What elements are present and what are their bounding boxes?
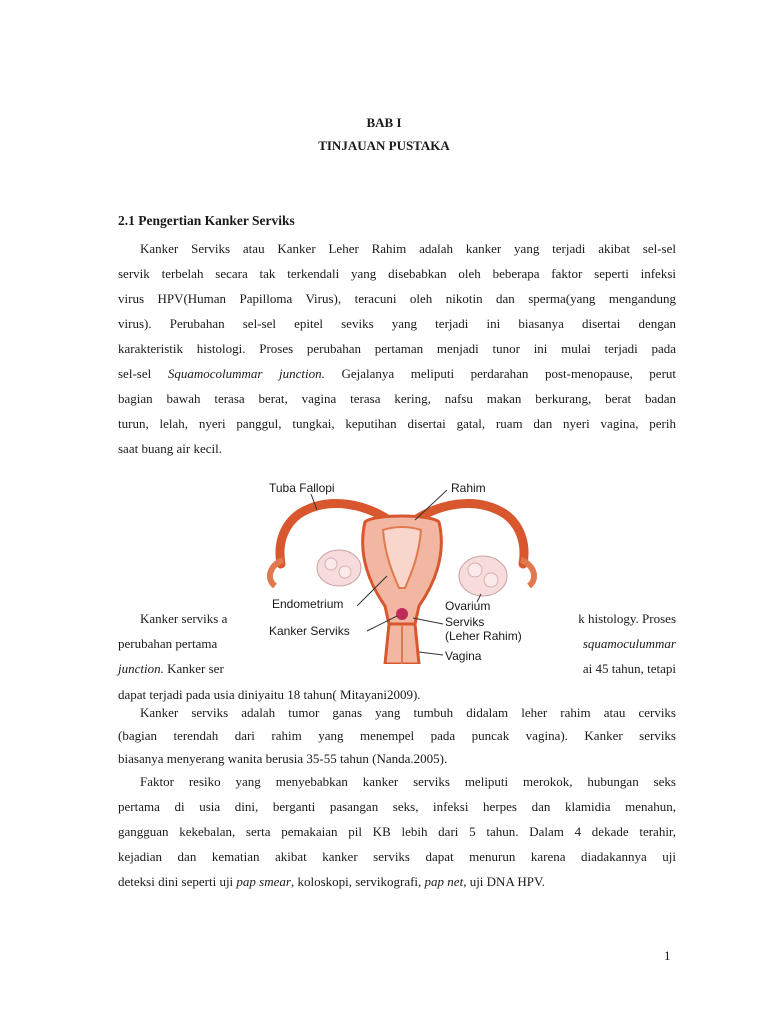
text-run: Kanker ser (163, 661, 224, 676)
text-line: gangguan kekebalan, serta pemakaian pil KB lebih dari 5 tahun. Dalam 4 dekade terahir, (118, 824, 676, 839)
text-line: servik terbelah secara tak terkendali yang disebabkan oleh beberapa faktor seperti infeksi (118, 266, 676, 281)
chapter-label: BAB I (366, 115, 402, 130)
uterus-illustration (247, 456, 557, 664)
text-run: deteksi dini seperti uji (118, 874, 237, 889)
text-line: dapat terjadi pada usia diniyaitu 18 tahun( Mitayani2009). (118, 687, 421, 702)
page-number: 1 (664, 948, 671, 963)
text-line: virus). Perubahan sel-sel epitel seviks yang terjadi ini biasanya disertai dengan (118, 316, 676, 331)
text-line (118, 869, 676, 894)
section-title: 2.1 Pengertian Kanker Serviks (118, 213, 295, 228)
chapter-title: TINJAUAN PUSTAKA (318, 138, 450, 153)
label-rahim: Rahim (451, 481, 486, 495)
paragraph-1 (118, 236, 676, 461)
label-endometrium: Endometrium (272, 597, 344, 611)
label-tuba-fallopi: Tuba Fallopi (269, 481, 335, 495)
label-serviks: Serviks (445, 615, 485, 629)
text-line: Kanker Serviks atau Kanker Leher Rahim adalah kanker yang terjadi akibat sel-sel (140, 241, 676, 256)
label-kanker-serviks: Kanker Serviks (269, 624, 350, 638)
text-line: virus HPV(Human Papilloma Virus), teracuni oleh nikotin dan sperma(yang mengandung (118, 291, 676, 306)
italic-term: pap net (424, 874, 464, 889)
text-run: Kanker serviks a (140, 611, 228, 626)
text-line: biasanya menyerang wanita berusia 35-55 tahun (Nanda.2005). (118, 751, 448, 766)
uterus-anatomy-figure (247, 456, 557, 664)
italic-term: Squamocolummar junction. (167, 366, 325, 381)
text-line: Faktor resiko yang menyebabkan kanker serviks meliputi merokok, hubungan seks (140, 774, 676, 789)
text-line: Kanker serviks adalah tumor ganas yang tumbuh didalam leher rahim atau cerviks (140, 705, 676, 720)
text-line: karakteristik histologi. Proses perubahan pertaman menjadi tunor ini mulai terjadi pada (118, 341, 676, 356)
italic-term: junction. (118, 661, 164, 676)
text-run: perubahan pertama (118, 636, 218, 651)
text-run: ai 45 tahun, tetapi (582, 661, 676, 676)
text-line (118, 361, 676, 386)
italic-term: pap smear (236, 874, 291, 889)
text-line: turun, lelah, nyeri panggul, tungkai, keputihan disertai gatal, ruam dan nyeri vagina, perih (118, 416, 676, 431)
text-line: pertama di usia dini, berganti pasangan seks, infeksi herpes dan klamidia menahun, (118, 799, 676, 814)
paragraph-3 (118, 702, 676, 769)
label-leher-rahim: (Leher Rahim) (445, 629, 522, 643)
italic-term: squamoculummar (582, 636, 676, 651)
text-run: Gejalanya meliputi perdarahan post-menopause, perut (324, 366, 677, 381)
text-line: kejadian dan kematian akibat kanker serviks dapat menurun karena diadakannya uji (118, 849, 676, 864)
label-vagina: Vagina (445, 649, 482, 663)
text-run: , uji DNA HPV. (463, 874, 545, 889)
paragraph-4 (118, 769, 676, 894)
text-line: (bagian terendah dari rahim yang menempel pada puncak vagina). Kanker serviks (118, 728, 676, 743)
label-ovarium: Ovarium (445, 599, 491, 613)
text-run: sel-sel (118, 366, 168, 381)
text-run: k histology. Proses (578, 611, 676, 626)
text-line: saat buang air kecil. (118, 441, 222, 456)
text-line: bagian bawah terasa berat, vagina terasa kering, nafsu makan berkurang, berat badan (118, 391, 676, 406)
text-run: , koloskopi, servikografi, (290, 874, 425, 889)
